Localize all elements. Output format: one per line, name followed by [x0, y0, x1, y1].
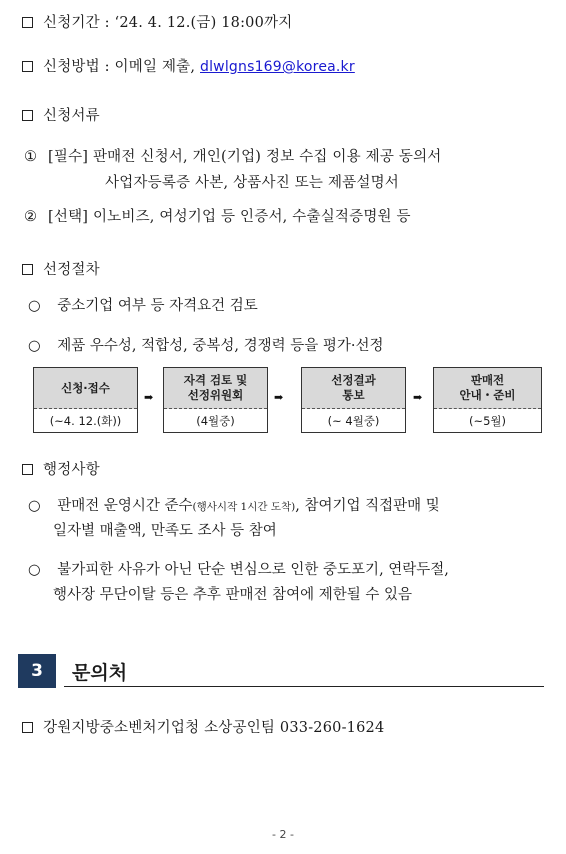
flow-step-1-title: 신청·접수 [34, 368, 137, 409]
documents-item-2 [24, 205, 411, 226]
flow-step-3-date: (~ 4월중) [327, 413, 380, 428]
documents-item-1 [24, 145, 442, 166]
section-divider [64, 686, 544, 687]
flow-step-3-title: 선정결과 통보 [302, 368, 405, 409]
application-period [22, 11, 292, 32]
arrow-right-icon: ➡ [144, 391, 154, 404]
circle-bullet-icon: ○ [28, 338, 41, 354]
notes-bullet-2-line-2: 행사장 무단이탈 등은 추후 판매전 참여에 제한될 수 있음 [53, 587, 413, 603]
application-method [22, 55, 355, 76]
flow-step-2 [163, 367, 268, 433]
flow-step-4-title: 판매전 안내・준비 [434, 368, 541, 409]
page-number: - 2 - [272, 828, 294, 841]
application-method-text: 신청방법 : 이메일 제출, [43, 59, 200, 75]
contact-info [22, 716, 384, 737]
procedure-flow [33, 367, 542, 433]
procedure-bullet-1 [28, 294, 258, 315]
procedure-bullet-2 [28, 334, 384, 355]
documents-item-2-line: [선택] 이노비즈, 여성기업 등 인증서, 수출실적증명원 등 [48, 209, 411, 225]
documents-item-1-line-1: [필수] 판매전 신청서, 개인(기업) 정보 수집 이용 제공 동의서 [48, 149, 442, 165]
circled-number-1: ① [24, 149, 38, 165]
flow-step-3 [301, 367, 406, 433]
flow-step-1-date: (~4. 12.(화)) [49, 413, 122, 428]
flow-step-4-date: (~5월) [468, 413, 507, 428]
flow-step-1 [33, 367, 138, 433]
documents-item-1-line-2: 사업자등록증 사본, 상품사진 또는 제품설명서 [105, 175, 399, 191]
procedure-bullet-1-text: 중소기업 여부 등 자격요건 검토 [57, 298, 258, 314]
section-number: 3 [18, 654, 56, 688]
arrow-right-icon: ➡ [274, 391, 284, 404]
circle-bullet-icon: ○ [28, 562, 41, 578]
notes-bullet-1: ○ 판매전 운영시간 준수(행사시작 1시간 도착), 참여기업 직접판매 및 [28, 498, 440, 514]
notes-heading [22, 458, 100, 479]
square-bullet-icon [22, 264, 33, 275]
notes-bullet-2: ○ 불가피한 사유가 아닌 단순 변심으로 인한 중도포기, 연락두절, [28, 562, 449, 578]
flow-step-2-date: (4월중) [196, 413, 235, 428]
contact-text: 강원지방중소벤처기업청 소상공인팀 033-260-1624 [43, 720, 385, 736]
circled-number-2: ② [24, 209, 38, 225]
square-bullet-icon [22, 110, 33, 121]
square-bullet-icon [22, 722, 33, 733]
notes-heading-text: 행정사항 [43, 462, 100, 478]
email-link[interactable]: dlwlgns169@korea.kr [200, 59, 355, 75]
square-bullet-icon [22, 17, 33, 28]
circle-bullet-icon: ○ [28, 498, 41, 514]
section-title: 문의처 [72, 662, 128, 684]
documents-heading-text: 신청서류 [43, 108, 100, 124]
procedure-bullet-2-text: 제품 우수성, 적합성, 중복성, 경쟁력 등을 평가·선정 [57, 338, 384, 354]
square-bullet-icon [22, 61, 33, 72]
documents-heading [22, 104, 100, 125]
notes-bullet-1-line-2: 일자별 매출액, 만족도 조사 등 참여 [53, 523, 277, 539]
procedure-heading [22, 258, 100, 279]
procedure-heading-text: 선정절차 [43, 262, 100, 278]
flow-step-2-title: 자격 검토 및 선정위원회 [164, 368, 267, 409]
flow-step-4 [433, 367, 542, 433]
arrow-right-icon: ➡ [413, 391, 423, 404]
application-period-text: 신청기간 : ‘24. 4. 12.(금) 18:00까지 [43, 15, 293, 31]
square-bullet-icon [22, 464, 33, 475]
circle-bullet-icon: ○ [28, 298, 41, 314]
